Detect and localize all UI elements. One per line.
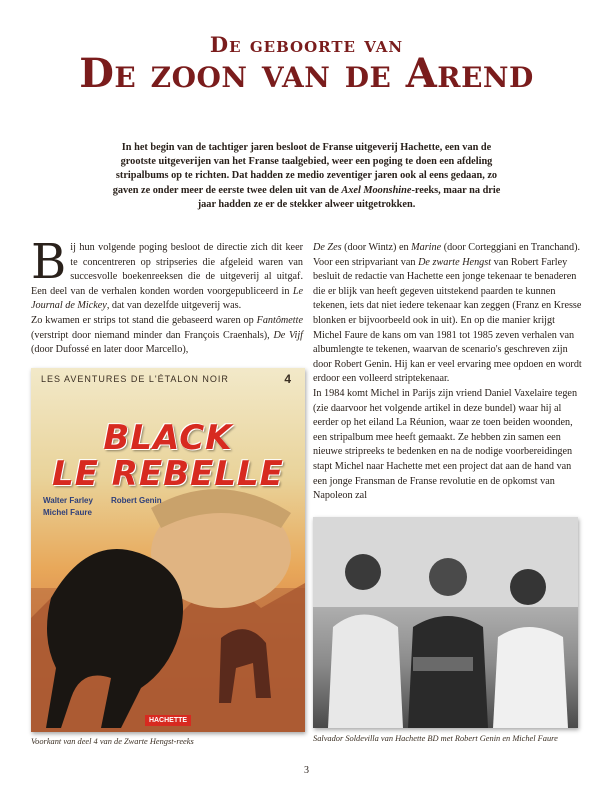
cover-title-line1: BLACK [103,418,233,458]
intro-text-1: In het begin van de tachtiger jaren besloot de Franse uitgeverij Hachette, een van de grootste uitgeverijen van het Franse taalgebied, weer een poging te doen een afdeling stripalbums op te richten. Dat hadden ze medio zeventiger jaren ook al eens gedaan, zo gaven ze onder meer de eerste twee delen uit van de [112,142,498,196]
right-zwarte-hengst: De zwarte Hengst [418,256,492,268]
left-journal-title: Le Journal de Mickey [31,285,303,312]
intro-paragraph [110,141,503,212]
cover-series-name: LES AVENTURES DE L'ÉTALON NOIR [41,374,229,384]
right-text-2: (door Corteggiani en Tranchand). Voor een stripvariant van [313,242,581,268]
cover-author: Walter Farley [43,496,93,505]
left-column [31,234,303,358]
right-text-3: van Robert Farley besluit de redactie van Hachette een jonge tekenaar te benaderen die er blijk van heeft gegeven uitstekend paarden te kunnen tekenen, iets dat niet iedere tekenaar kan zeggen (Franz en Kresse blonken er bijvoorbeeld ook in uit). En op die manier krijgt Michel Faure de kans om van 1981 tot 1985 zeven verhalen van albumlengte te tekenen, waarvan de scenario's geschreven zijn door Robert Genin. Hij kan er veel ervaring mee opdoen en wordt erdoor een volleerd striptekenaar. [313,256,582,385]
drop-cap: B [31,234,67,290]
cover-author: Robert Genin [111,496,162,505]
caption-cover: Voorkant van deel 4 van de Zwarte Hengst-reeks [31,737,194,746]
page-title: De zoon van de Arend [79,50,534,97]
left-text-4: (verstript door niemand minder dan François Craenhals), [31,329,274,341]
right-text-4: In 1984 komt Michel in Parijs zijn vriend Daniel Vaxelaire tegen (zie daarvoor het volgende artikel in deze bundel) waar hij al eerder op het eiland La Réunion, waar ze toen beiden woonden, een stripalbum mee heeft gemaakt. Ze hebben zin samen een nieuwe stripreeks te bedenken en na de nodige voorbereidingen stapt Michel naar Hachette met een project dat aan de hand van een jonge Fransman de Franse revolutie en de opkomst van Napoleon zal [313,387,578,502]
cover-volume-number: 4 [284,372,291,386]
left-text-5: (door Dufossé en later door Marcello), [31,344,189,356]
photo-people [313,517,578,728]
page-number: 3 [304,765,309,776]
cover-title-line2: LE REBELLE [52,454,284,494]
left-text-1: ij hun volgende poging besloot de directie zich dit keer te concentreren op stripseries die afgeleid waren van succesvolle boekenreeksen die de uitgeverij al uitgaf. Een deel van de verhalen konden worden voorgepubliceerd in [31,242,303,297]
right-marine: Marine [411,242,442,253]
cover-author: Michel Faure [43,508,92,517]
right-de-zes: De Zes [313,242,342,253]
left-fantomette: Fantômette [256,314,303,326]
left-de-vijf: De Vijf [273,329,303,341]
intro-series-name: Axel Moonshine [341,184,412,196]
group-photo [313,517,578,728]
title-kicker: De geboorte van [209,32,404,57]
caption-photo: Salvador Soldevilla van Hachette BD met Robert Genin en Michel Faure [313,734,558,743]
left-text-3: Zo kwamen er strips tot stand die gebaseerd waren op [31,314,257,326]
cover-publisher-logo: HACHETTE [145,715,191,726]
album-cover-image [31,368,305,732]
right-text-1: (door Wintz) en [341,242,412,253]
left-text-2: , dat van dezelfde uitgeverij was. [106,300,242,312]
right-column [313,241,583,504]
intro-text-2: -reeks, maar na drie jaar hadden ze er de stekker alweer uitgetrokken. [197,184,501,210]
